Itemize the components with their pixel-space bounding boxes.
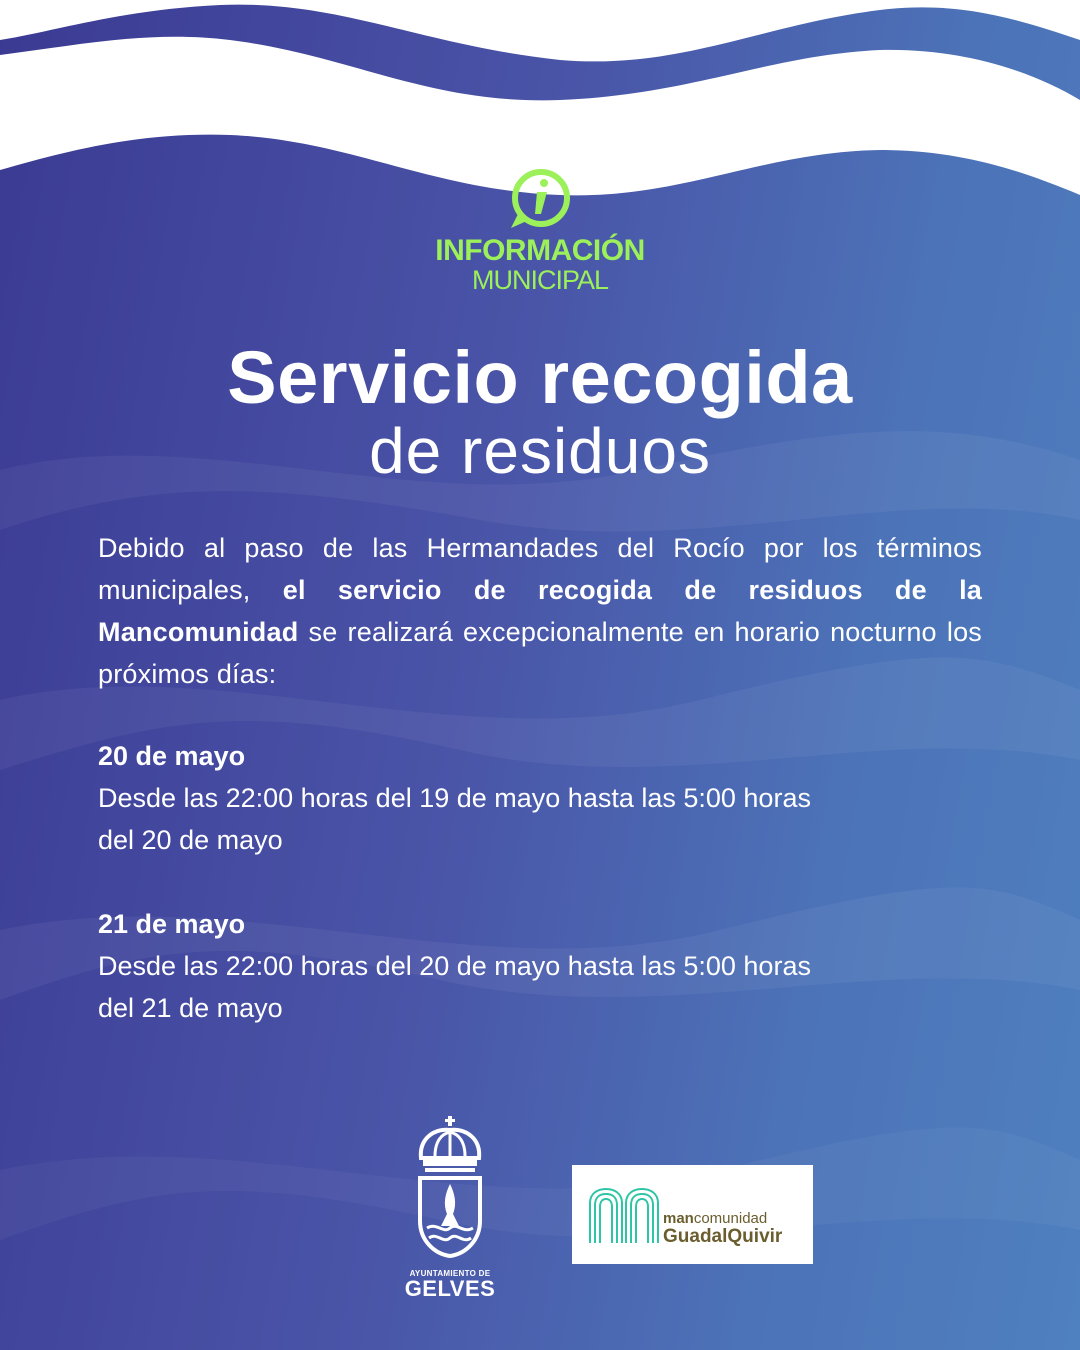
notice-paragraph <box>98 527 982 695</box>
gelves-logo <box>400 1116 500 1300</box>
schedule-date: 21 de mayo <box>98 909 246 939</box>
notice-rest: se realizará excepcionalmente en horario nocturno los próximos días: <box>98 617 982 689</box>
footer-logos <box>0 1110 1080 1310</box>
notice-intro: Debido al paso de las Hermandades del Rocío por los términos municipales, <box>98 533 982 605</box>
gelves-small-label: AYUNTAMIENTO DE <box>409 1269 491 1278</box>
schedule-line-1: Desde las 22:00 horas del 19 de mayo hasta las 5:00 horas <box>98 783 811 813</box>
badge-title: INFORMACIÓN <box>435 234 645 267</box>
mancomunidad-logo <box>572 1165 813 1264</box>
mancomunidad-word-1: man <box>663 1210 694 1227</box>
mancomunidad-word-3: GuadalQuivir <box>663 1226 783 1247</box>
badge-subtitle: MUNICIPAL <box>471 265 609 295</box>
page-title <box>0 336 1080 487</box>
schedule-item <box>98 903 982 1029</box>
notice-bold: el servicio de recogida de residuos de la Mancomunidad <box>98 575 982 647</box>
mancomunidad-m-icon <box>586 1185 662 1245</box>
info-speech-bubble-icon <box>503 168 577 234</box>
schedule-item <box>98 735 982 861</box>
mancomunidad-wordmark <box>663 1210 782 1246</box>
title-line-1: Servicio recogida <box>227 336 853 419</box>
info-badge <box>0 168 1080 294</box>
gelves-name: GELVES <box>404 1276 496 1301</box>
coat-of-arms-icon <box>415 1116 485 1262</box>
schedule-line-1: Desde las 22:00 horas del 20 de mayo hasta las 5:00 horas <box>98 951 811 981</box>
schedule-line-2: del 20 de mayo <box>98 825 283 855</box>
mancomunidad-word-2: comunidad <box>693 1210 768 1227</box>
title-line-2: de residuos <box>369 415 711 487</box>
schedule-date: 20 de mayo <box>98 741 246 771</box>
schedule-line-2: del 21 de mayo <box>98 993 283 1023</box>
